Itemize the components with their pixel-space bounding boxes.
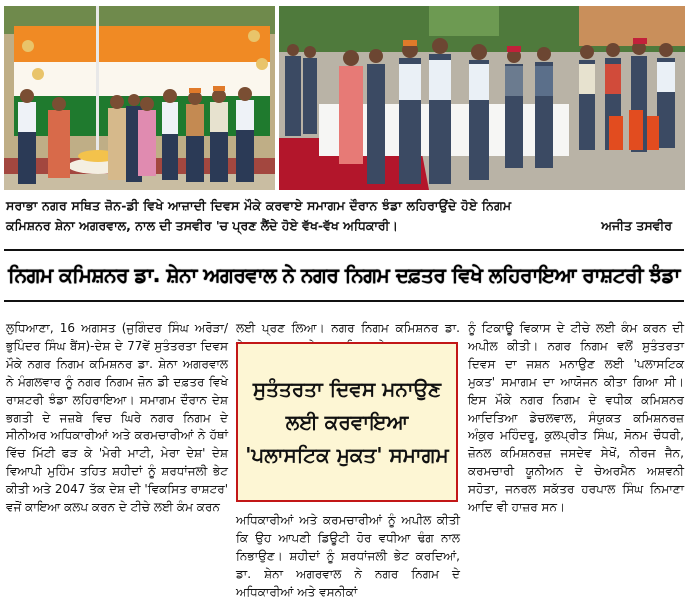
headline: ਨਿਗਮ ਕਮਿਸ਼ਨਰ ਡਾ. ਸ਼ੇਨਾ ਅਗਰਵਾਲ ਨੇ ਨਗਰ ਨਿਗਮ ਦਫ਼ਤਰ ਵਿਖੇ ਲਹਿਰਾਇਆ ਰਾਸ਼ਟਰੀ ਝੰਡਾ — [8, 263, 680, 287]
flag-hoisting-photo — [4, 6, 275, 190]
headline-bottom-rule — [4, 300, 684, 302]
subheadline-text: ਸੁਤੰਤਰਤਾ ਦਿਵਸ ਮਨਾਉਣ ਲਈ ਕਰਵਾਇਆ 'ਪਲਾਸਟਿਕ ਮੁਕਤ' ਸਮਾਗਮ — [245, 376, 449, 467]
article-paragraph: ਨੂੰ ਟਿਕਾਊ ਵਿਕਾਸ ਦੇ ਟੀਚੇ ਲਈ ਕੰਮ ਕਰਨ ਦੀ ਅਪੀਲ ਕੀਤੀ। ਨਗਰ ਨਿਗਮ ਵਲੋਂ ਸੁਤੰਤਰਤਾ ਦਿਵਸ ਦਾ ਜਸ਼ਨ ਮਨਾਉਣ ਲਈ 'ਪਲਾਸਟਿਕ ਮੁਕਤ' ਸਮਾਗਮ ਦਾ ਆਯੋਜਨ ਕੀਤਾ ਗਿਆ ਸੀ। ਇਸ ਮੌਕੇ ਨਗਰ ਨਿਗਮ ਦੇ ਵਧੀਕ ਕਮਿਸ਼ਨਰ ਆਦਿਤਿਆ ਡੇਚਲਵਾਲ, ਸੰਯੁਕਤ ਕਮਿਸ਼ਨਰਜ਼ ਅੰਕੁਰ ਮਹਿੰਦਰੂ, ਕੁਲਪ੍ਰੀਤ ਸਿੰਘ, ਸੋਨਮ ਚੌਧਰੀ, ਜ਼ੋਨਲ ਕਮਿਸ਼ਨਰਜ਼ ਜਸਦੇਵ ਸੇਖੋਂ, ਨੀਰਜ ਜੈਨ, ਕਰਮਚਾਰੀ ਯੂਨੀਅਨ ਦੇ ਚੇਅਰਮੈਨ ਅਸ਼ਵਨੀ ਸਹੋਤਾ, ਜਨਰਲ ਸਕੱਤਰ ਹਰਪਾਲ ਸਿੰਘ ਨਿਮਾਣਾ ਆਦਿ ਵੀ ਹਾਜ਼ਰ ਸਨ। — [468, 321, 684, 515]
photo-credit: ਅਜੀਤ ਤਸਵੀਰ — [601, 218, 672, 233]
photo-caption — [6, 196, 682, 236]
article-column-1 — [6, 320, 228, 517]
headline-top-rule — [4, 249, 684, 251]
caption-line-1: ਸਰਾਭਾ ਨਗਰ ਸਥਿਤ ਜ਼ੋਨ-ਡੀ ਵਿਖੇ ਆਜ਼ਾਦੀ ਦਿਵਸ ਮੌਕੇ ਕਰਵਾਏ ਸਮਾਗਮ ਦੌਰਾਨ ਝੰਡਾ ਲਹਿਰਾਉਂਦੇ ਹੋਏ ਨਿਗਮ — [6, 198, 512, 213]
article-column-2-bottom — [236, 512, 460, 602]
article-paragraph: ਲੁਧਿਆਣਾ, 16 ਅਗਸਤ (ਜੁਗਿੰਦਰ ਸਿੰਘ ਅਰੋੜਾ/ਭੁਪਿੰਦਰ ਸਿੰਘ ਬੈਂਸ)-ਦੇਸ਼ ਦੇ 77ਵੇਂ ਸੁਤੰਤਰਤਾ ਦਿਵਸ ਮੌਕੇ ਨਗਰ ਨਿਗਮ ਕਮਿਸ਼ਨਰ ਡਾ. ਸ਼ੇਨਾ ਅਗਰਵਾਲ ਨੇ ਮੰਗਲਵਾਰ ਨੂੰ ਨਗਰ ਨਿਗਮ ਜ਼ੋਨ ਡੀ ਦਫ਼ਤਰ ਵਿਖੇ ਰਾਸ਼ਟਰੀ ਝੰਡਾ ਲਹਿਰਾਇਆ। ਸਮਾਗਮ ਦੌਰਾਨ ਦੇਸ਼ ਭਗਤੀ ਦੇ ਜਜ਼ਬੇ ਵਿਚ ਘਿਰੇ ਨਗਰ ਨਿਗਮ ਦੇ ਸੀਨੀਅਰ ਅਧਿਕਾਰੀਆਂ ਅਤੇ ਕਰਮਚਾਰੀਆਂ ਨੇ ਹੱਥਾਂ ਵਿੱਚ ਮਿੱਟੀ ਫੜ ਕੇ 'ਮੇਰੀ ਮਾਟੀ, ਮੇਰਾ ਦੇਸ਼' ਦੇਸ਼ ਵਿਆਪੀ ਮੁਹਿੰਮ ਤਹਿਤ ਸ਼ਹੀਦਾਂ ਨੂੰ ਸ਼ਰਧਾਂਜਲੀ ਭੇਟ ਕੀਤੀ ਅਤੇ 2047 ਤੱਕ ਦੇਸ਼ ਦੀ 'ਵਿਕਸਿਤ ਰਾਸ਼ਟਰ' ਵਜੋਂ ਕਾਇਆ ਕਲਪ ਕਰਨ ਦੇ ਟੀਚੇ ਲਈ ਕੰਮ ਕਰਨ — [6, 321, 228, 515]
flag-hoisting-photo-icon — [4, 6, 275, 190]
article-paragraph: ਅਧਿਕਾਰੀਆਂ ਅਤੇ ਕਰਮਚਾਰੀਆਂ ਨੂੰ ਅਪੀਲ ਕੀਤੀ ਕਿ ਉਹ ਆਪਣੀ ਡਿਊਟੀ ਹੋਰ ਵਧੀਆ ਢੰਗ ਨਾਲ ਨਿਭਾਉਣ। ਸ਼ਹੀਦਾਂ ਨੂੰ ਸ਼ਰਧਾਂਜਲੀ ਭੇਟ ਕਰਦਿਆਂ, ਡਾ. ਸ਼ੇਨਾ ਅਗਰਵਾਲ ਨੇ ਨਗਰ ਨਿਗਮ ਦੇ ਅਧਿਕਾਰੀਆਂ ਅਤੇ ਵਸਨੀਕਾਂ — [236, 513, 460, 599]
pledge-ceremony-photo-icon — [279, 6, 685, 190]
boxed-subheadline — [236, 342, 458, 502]
pledge-ceremony-photo — [279, 6, 685, 190]
caption-line-2: ਕਮਿਸ਼ਨਰ ਸ਼ੇਨਾ ਅਗਰਵਾਲ, ਨਾਲ ਦੀ ਤਸਵੀਰ 'ਚ ਪ੍ਰਣ ਲੈਂਦੇ ਹੋਏ ਵੱਖ-ਵੱਖ ਅਧਿਕਾਰੀ। — [6, 218, 398, 233]
article-paragraph: ਲਈ ਪ੍ਰਣ ਲਿਆ। ਨਗਰ ਨਿਗਮ ਕਮਿਸ਼ਨਰ ਡਾ. — [236, 321, 460, 335]
article-column-3 — [468, 320, 684, 517]
